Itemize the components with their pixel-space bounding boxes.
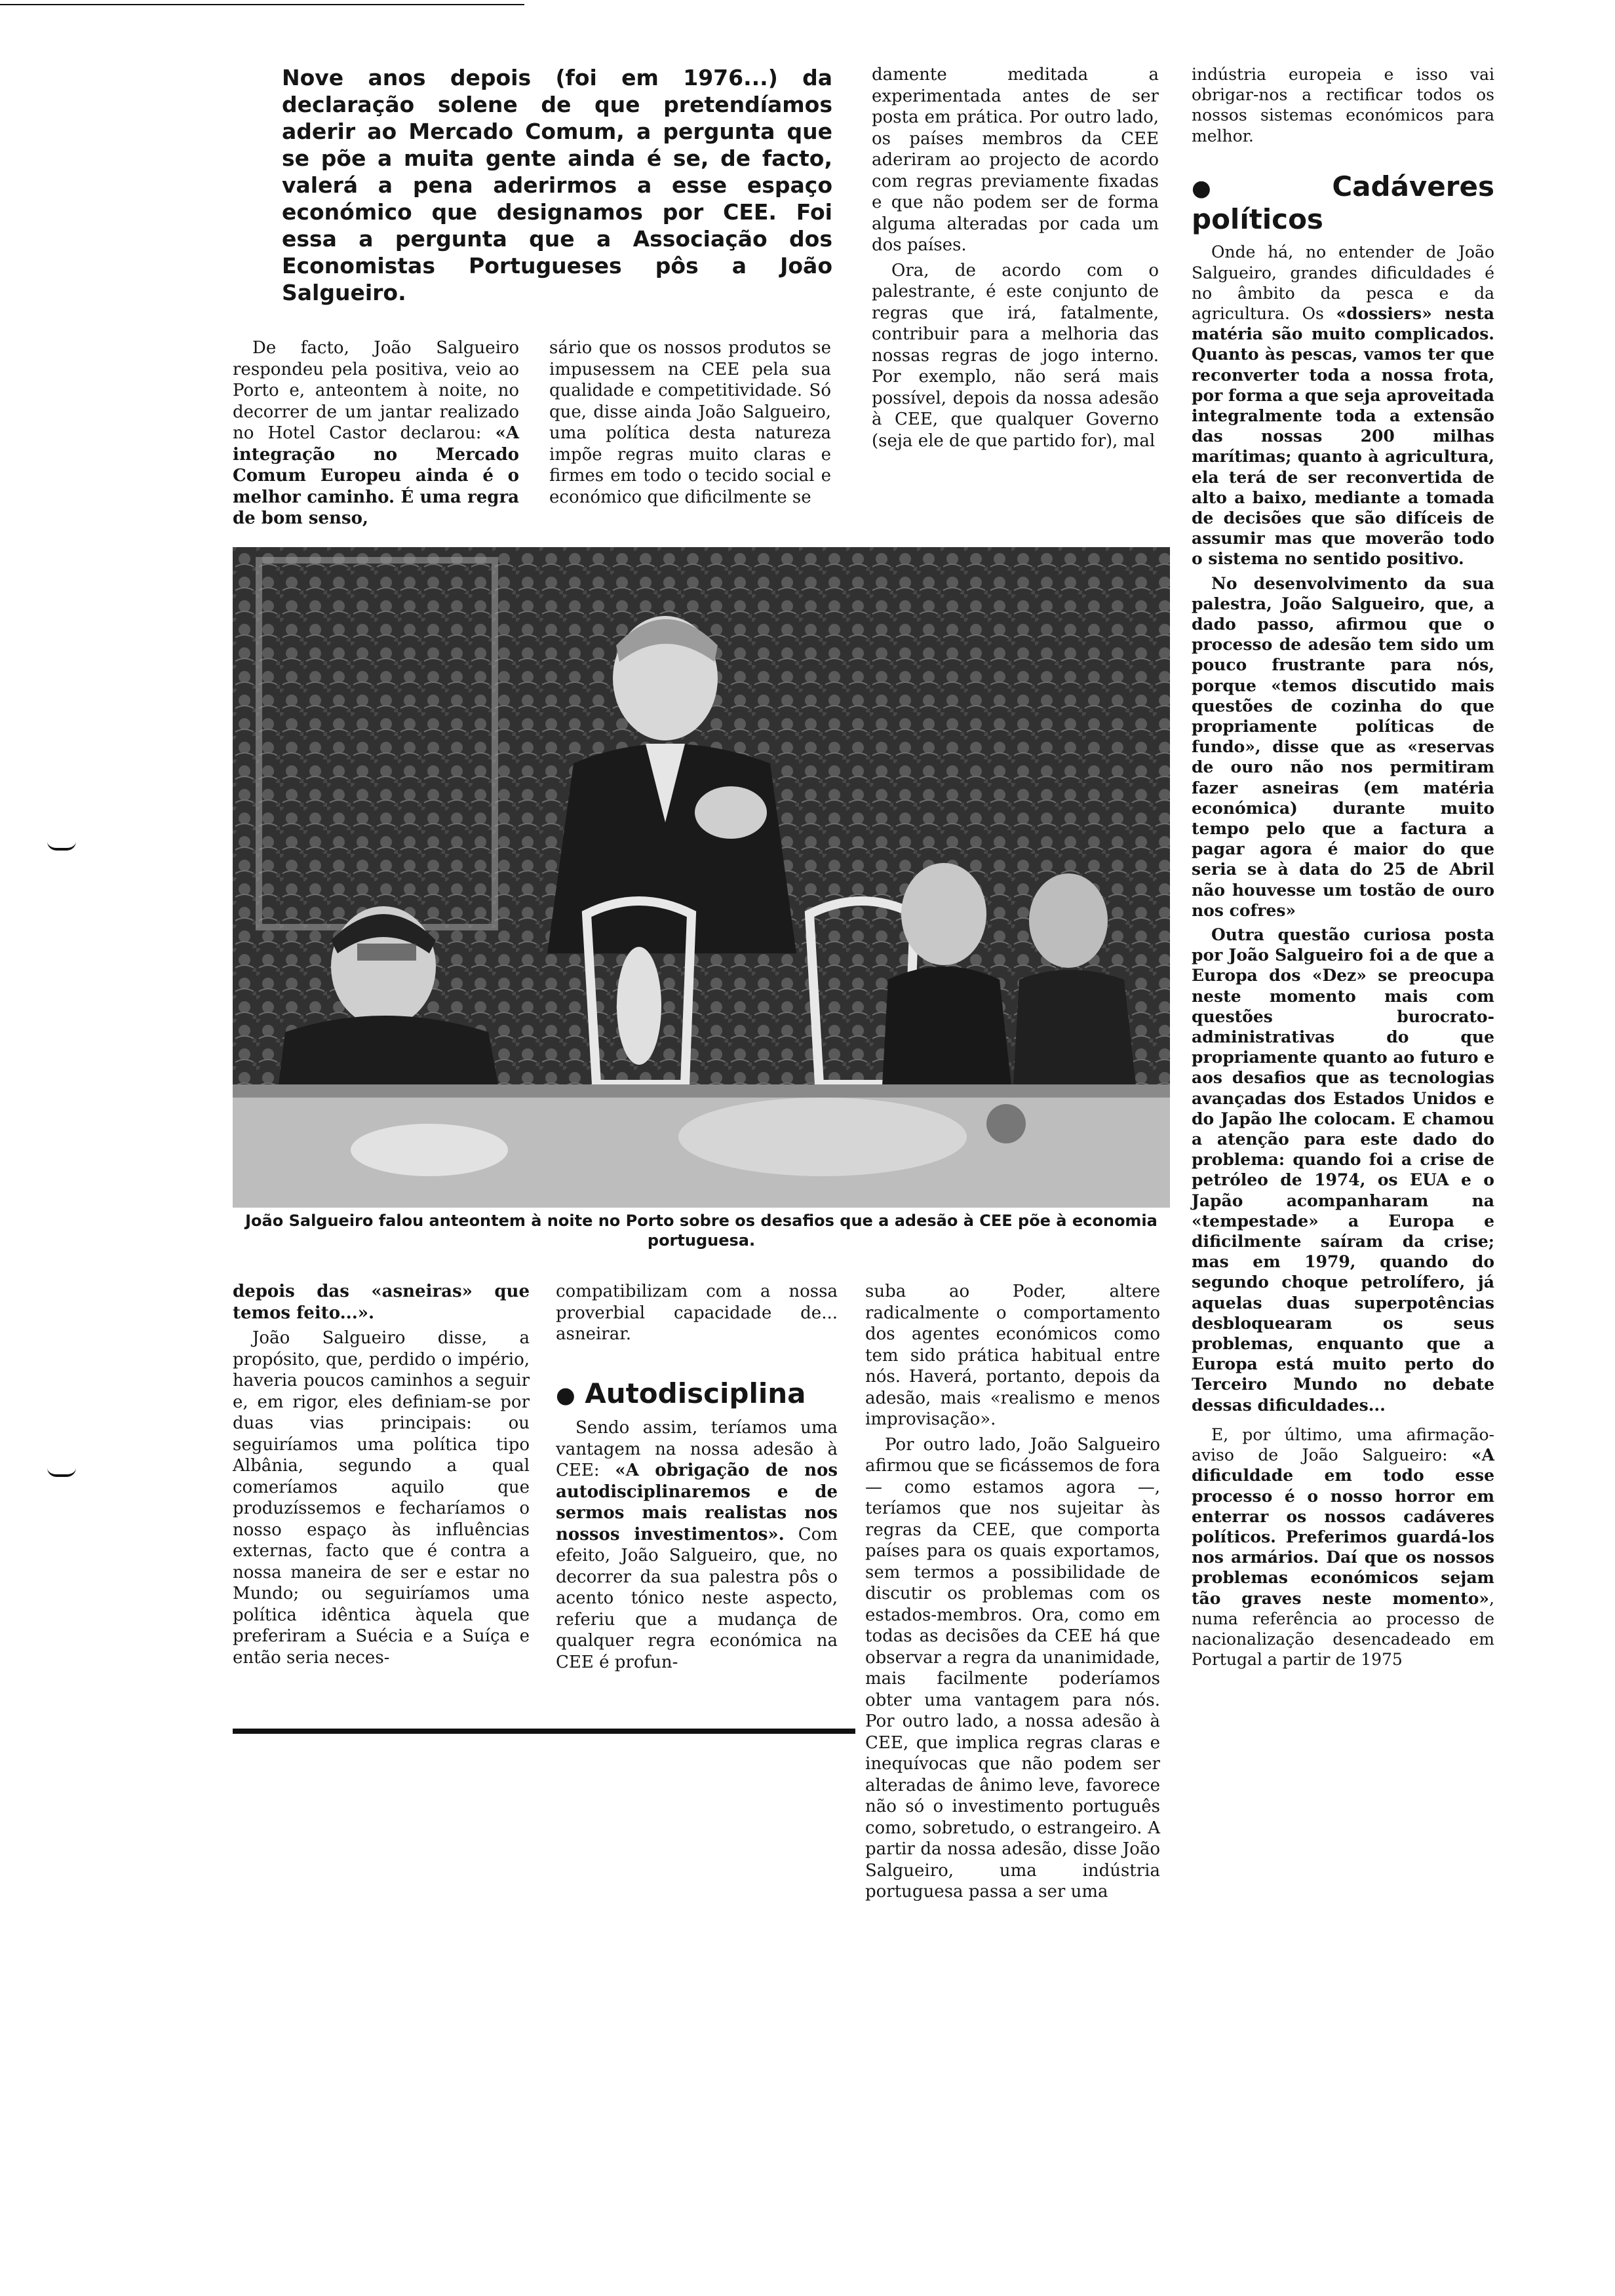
lead-paragraph: Nove anos depois (foi em 1976...) da declaração solene de que pretendíamos aderir ao Mercado Comum, a pergunta que se põe a muita gente ainda é se, de facto, valerá a pena aderirmos a esse espaço económico que designamos por CEE. Foi essa a pergunta que a Associação dos Economistas Portugueses pôs a João Salgueiro. (282, 65, 832, 305)
column-3-top (872, 64, 1159, 455)
paragraph: Por outro lado, João Salgueiro afirmou que se ficássemos de fora — como estamos agora —, teríamos que nos sujeitar às regras da CEE, que comporta países para os quais exportamos, sem termos a possibilidade de discutir os problemas com os estados-membros. Ora, como em todas as decisões da CEE há que observar a regra da unanimidade, mais facilmente poderíamos obter uma vantagem para nós. Por outro lado, a nossa adesão à CEE, que implica regras claras e inequívocas que não podem ser alteradas de ânimo leve, favorece não só o investimento português como, sobretudo, o estrangeiro. A partir da nossa adesão, disse João Salgueiro, uma indústria portuguesa passa a ser uma (865, 1434, 1160, 1902)
paragraph-text: Onde há, no entender de João Salgueiro, grandes dificuldades é no âmbito da pesca e da agricultura. Os (1192, 242, 1494, 323)
photo-illustration (233, 547, 1170, 1208)
paragraph: compatibilizam com a nossa proverbial capacidade de... asneirar. (556, 1282, 838, 1344)
bullet-icon: ● (556, 1382, 575, 1408)
column-2-top (549, 337, 831, 512)
subheading-text: Autodisciplina (585, 1377, 806, 1409)
section-rule (233, 1729, 855, 1734)
paragraph-text: De facto, João Salgueiro respondeu pela positiva, veio ao Porto e, anteontem à noite, no decorrer de um jantar realizado no Hotel Castor declarou: (233, 338, 519, 443)
paragraph: damente meditada a experimentada antes de ser posta em prática. Por outro lado, os países membros da CEE aderiram ao projecto de acordo com regras previamente fixadas e que não podem ser de forma alguma alteradas por cada um dos países. (872, 65, 1159, 255)
paragraph-text: Sendo assim, teríamos uma vantagem na nossa adesão à CEE: (556, 1418, 838, 1480)
paragraph: No desenvolvimento da sua palestra, João Salgueiro, que, a dado passo, afirmou que o processo de adesão tem sido um pouco frustrante para nós, porque «temos discutido mais questões de cozinha do que propriamente políticas de fundo», disse que as «reservas de ouro não nos permitiram fazer asneiras (em matéria económica) durante muito tempo pelo que a factura a pagar agora é maior do que seria se à data do 25 de Abril não houvesse um tostão de ouro nos cofres» (1192, 573, 1494, 920)
subheading-text: Cadáveres políticos (1192, 170, 1494, 236)
photo-caption: João Salgueiro falou anteontem à noite no Porto sobre os desafios que a adesão à CEE põe à economia portuguesa. (245, 1212, 1158, 1250)
column-1-bottom (233, 1281, 530, 1672)
paragraph: sário que os nossos produtos se impusessem na CEE pela sua qualidade e competitividade. Só que, disse ainda João Salgueiro, uma política desta natureza impõe regras muito claras e firmes em todo o tecido social e económico que dificilmente se (549, 338, 831, 507)
paragraph-text: , numa referência ao processo de nacionalização desencadeado em Portugal a partir de 1975 (1192, 1588, 1494, 1670)
quote-bold: «A obrigação de nos autodisciplinaremos e de sermos mais realistas nos nossos investimentos». (556, 1461, 838, 1544)
bullet-icon: ● (1192, 175, 1267, 202)
column-1-top (233, 337, 519, 533)
top-edge-rule (0, 4, 524, 5)
paragraph-bold: «dossiers» nesta matéria são muito complicados. Quanto às pescas, vamos ter que reconverter toda a nossa frota, por forma a que seja aproveitada integralmente toda a extensão das nossas 200 milhas marítimas; quanto à agricultura, ela terá de ser reconvertida de alto a baixo, mediante a tomada de decisões que são difíceis de assumir mas que moverão todo o sistema no sentido positivo. (1192, 303, 1494, 569)
paragraph-text: E, por último, uma afirmação-aviso de João Salgueiro: (1192, 1425, 1494, 1465)
paragraph-bold: depois das «asneiras» que temos feito...». (233, 1282, 530, 1323)
paragraph (556, 1417, 838, 1673)
subheading-autodisciplina (556, 1378, 838, 1411)
margin-mark (47, 841, 76, 851)
margin-mark (47, 1468, 76, 1477)
column-4 (1192, 64, 1494, 1674)
paragraph: Ora, de acordo com o palestrante, é este conjunto de regras que irá, fatalmente, contribuir para a melhoria das nossas regras de jogo interno. Por exemplo, não será mais possível, depois da nossa adesão à CEE, que qualquer Governo (seja ele de que partido for), mal (872, 260, 1159, 451)
paragraph: João Salgueiro disse, a propósito, que, perdido o império, haveria poucos caminhos a seguir e, em rigor, eles definiam-se por duas vias principais: ou seguiríamos uma política tipo Albânia, segundo a qual comeríamos aquilo que produzíssemos e fecharíamos o nosso espaço às influências externas, facto que é contra a nossa maneira de ser e estar no Mundo; ou seguiríamos uma política idêntica àquela que preferiram a Suécia e a Suíça e então seria neces- (233, 1328, 530, 1668)
column-3-bottom (865, 1281, 1160, 1907)
paragraph (1192, 1425, 1494, 1670)
subheading-cadaveres (1192, 171, 1494, 236)
quote-bold: «A integração no Mercado Comum Europeu ainda é o melhor caminho. É uma regra de bom senso, (233, 423, 519, 528)
paragraph: indústria europeia e isso vai obrigar-nos a rectificar todos os nossos sistemas económicos para melhor. (1192, 65, 1494, 145)
paragraph: Outra questão curiosa posta por João Salgueiro foi a de que a Europa dos «Dez» se preocupa neste momento mais com questões burocrato-administrativas do que propriamente quanto ao futuro e aos desafios que as tecnologias avançadas dos Estados Unidos e do Japão lhe colocam. E chamou a atenção para este dado do problema: quando foi a crise de petróleo de 1974, os EUA e o Japão acompanharam na «tempestade» a Europa e dificilmente saíram da crise; mas em 1979, quando do segundo choque petrolífero, já aquelas duas superpotências desbloquearam os seus problemas, enquanto que a Europa está muito perto do Terceiro Mundo no debate dessas dificuldades... (1192, 925, 1495, 1415)
article-photo (233, 547, 1170, 1208)
paragraph-text: Com efeito, João Salgueiro, que, no decorrer da sua palestra pôs o acento tónico neste aspecto, referiu que a mudança de qualquer regra económica na CEE é profun- (556, 1524, 838, 1672)
paragraph: suba ao Poder, altere radicalmente o comportamento dos agentes económicos como tem sido prática habitual entre nós. Haverá, portanto, depois da adesão, mais «realismo e menos improvisação». (865, 1282, 1160, 1429)
paragraph (233, 337, 519, 529)
quote-bold: «A dificuldade em todo esse processo é o nosso horror em enterrar os nossos cadáveres políticos. Preferimos guardá-los nos armários. Daí que os nossos problemas económicos sejam tão graves neste momento» (1192, 1445, 1494, 1608)
paragraph (1192, 242, 1494, 569)
column-2-bottom (556, 1281, 838, 1677)
